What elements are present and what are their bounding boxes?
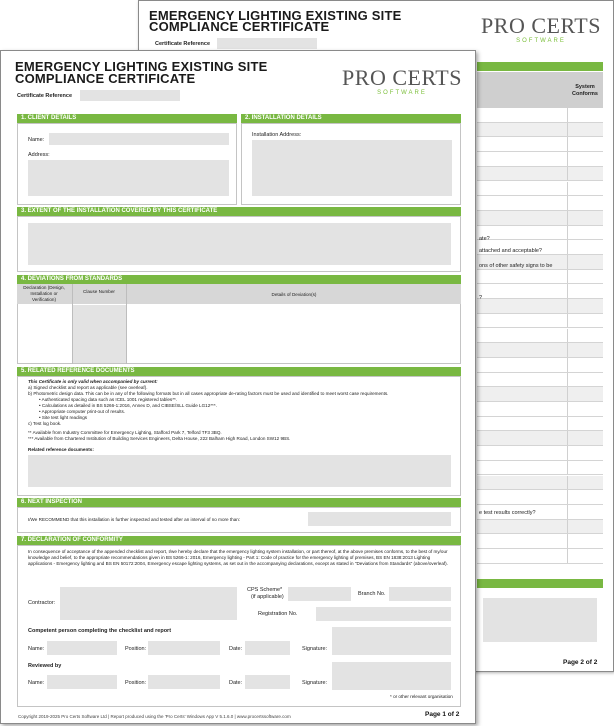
installation-address-field[interactable] — [252, 140, 452, 196]
checklist-row — [477, 343, 603, 358]
system-conforms-cell[interactable] — [567, 520, 603, 534]
registration-no-field[interactable] — [316, 607, 451, 621]
branch-no-label: Branch No. — [358, 591, 386, 597]
page2-page-number: Page 2 of 2 — [563, 659, 598, 666]
reviewed-date-field[interactable] — [245, 675, 290, 689]
system-conforms-cell[interactable] — [567, 476, 603, 490]
page2-title-line2: COMPLIANCE CERTIFICATE — [149, 19, 330, 34]
deviations-col-details: Details of Deviation(s) — [271, 292, 317, 297]
page2-cert-ref-field[interactable] — [217, 38, 317, 49]
page2-fragment-1: ate? — [479, 236, 490, 242]
deviations-clause-field[interactable] — [73, 305, 126, 363]
competent-name-label: Name: — [28, 646, 45, 652]
competent-person-label: Competent person completing the checklist and report — [28, 628, 172, 634]
system-conforms-cell[interactable] — [567, 461, 603, 475]
checklist-row — [477, 549, 603, 564]
logo-sub-text: SOFTWARE — [377, 90, 427, 96]
deviations-divider-2 — [126, 284, 127, 364]
reviewed-position-label: Position: — [125, 680, 147, 686]
pro-certs-logo — [341, 67, 463, 97]
checklist-row — [477, 387, 603, 402]
page2-fragment-5: e test results correctly? — [479, 510, 536, 516]
system-conforms-cell[interactable] — [567, 299, 603, 313]
system-conforms-cell[interactable] — [567, 240, 603, 254]
page2-bottom-section-header — [477, 579, 603, 588]
branch-no-field[interactable] — [389, 587, 451, 601]
installation-address-label: Installation Address: — [252, 132, 302, 138]
refdocs-line-b: b) Photometric design data. This can be in any of the following formats but in all cases appropriate de-rating factors must be used and identified to meet worst case requirements. — [28, 391, 389, 396]
page2-fragment-3: ons of other safety signs to be — [479, 263, 553, 269]
section-declaration-header: 7. DECLARATION OF CONFORMITY — [17, 536, 461, 545]
system-conforms-header-2: Conforms — [572, 91, 598, 97]
system-conforms-cell[interactable] — [567, 534, 603, 548]
refdocs-bullet-4: • Site test light readings — [39, 415, 88, 420]
page2-title-line1: EMERGENCY LIGHTING EXISTING SITE — [149, 8, 402, 23]
system-conforms-cell[interactable] — [567, 387, 603, 401]
refdocs-note-2: *** Available from Chartered Institution of Building Services Engineers, Delta House, 222 Balham High Road, London SW12 9BS. — [28, 436, 291, 441]
page2-fragment-4: ? — [479, 295, 483, 301]
checklist-row — [477, 446, 603, 461]
section-next-inspection-header: 6. NEXT INSPECTION — [17, 498, 461, 507]
checklist-row — [477, 534, 603, 549]
system-conforms-cell[interactable] — [567, 167, 603, 181]
section-reference-docs-header: 5. RELATED REFERENCE DOCUMENTS — [17, 367, 461, 376]
refdocs-line-a: a) Signed checklist and report as applicable (see overleaf). — [28, 385, 148, 390]
system-conforms-cell[interactable] — [567, 196, 603, 210]
checklist-row — [477, 211, 603, 226]
system-conforms-cell[interactable] — [567, 373, 603, 387]
system-conforms-cell[interactable] — [567, 137, 603, 151]
extent-field[interactable] — [28, 223, 451, 265]
system-conforms-cell[interactable] — [567, 358, 603, 372]
deviations-col-declaration: Declaration (Design, Installation or Verification) — [23, 285, 65, 303]
refdocs-line-c: c) Test log book. — [28, 421, 62, 426]
cert-ref-field[interactable] — [80, 90, 180, 101]
logo-main-text: PRO CERTS — [481, 13, 601, 38]
checklist-row — [477, 196, 603, 211]
system-conforms-cell[interactable] — [567, 108, 603, 122]
page2-checklist-rows — [477, 108, 603, 578]
system-conforms-cell[interactable] — [567, 446, 603, 460]
system-conforms-cell[interactable] — [567, 284, 603, 298]
cps-scheme-field[interactable] — [288, 587, 351, 601]
pro-certs-logo — [481, 15, 601, 45]
declaration-footnote: * or other relevant organisation — [390, 694, 453, 699]
next-inspection-interval-field[interactable] — [308, 512, 451, 526]
footer-copyright: Copyright 2019-2025 Pro Certs Software Ltd | Report produced using the 'Pro Certs' Windows App V 5.1.6.0 | www.procertssoftware.com — [18, 714, 291, 719]
page2-comments-field[interactable] — [483, 598, 597, 642]
section-extent-header: 3. EXTENT OF THE INSTALLATION COVERED BY THIS CERTIFICATE — [17, 207, 461, 216]
logo-main-text: PRO CERTS — [342, 65, 462, 90]
system-conforms-cell[interactable] — [567, 182, 603, 196]
checklist-row — [477, 476, 603, 491]
system-conforms-cell[interactable] — [567, 270, 603, 284]
cert-ref-label: Certificate Reference — [17, 93, 73, 99]
checklist-row — [477, 270, 603, 285]
competent-date-label: Date: — [229, 646, 243, 652]
competent-date-field[interactable] — [245, 641, 290, 655]
checklist-row — [477, 417, 603, 432]
registration-no-label: Registration No. — [258, 611, 298, 617]
page-number: Page 1 of 2 — [425, 711, 460, 718]
checklist-row — [477, 123, 603, 138]
checklist-row — [477, 329, 603, 344]
related-docs-label: Related reference documents: — [28, 447, 94, 452]
refdocs-bullet-3: • Appropriate computer print-out of results. — [39, 409, 126, 414]
system-conforms-header-1: System — [575, 84, 595, 90]
checklist-row — [477, 461, 603, 476]
checklist-row — [477, 284, 603, 299]
contractor-label: Contractor: — [28, 600, 56, 606]
system-conforms-cell[interactable] — [567, 226, 603, 240]
competent-signature-label: Signature: — [302, 646, 328, 652]
checklist-row — [477, 373, 603, 388]
checklist-row — [477, 226, 603, 241]
client-name-label: Name: — [28, 137, 45, 143]
section-installation-details-header: 2. INSTALLATION DETAILS — [241, 114, 461, 123]
competent-position-label: Position: — [125, 646, 147, 652]
checklist-row — [477, 314, 603, 329]
reviewed-name-label: Name: — [28, 680, 45, 686]
system-conforms-cell[interactable] — [567, 329, 603, 343]
refdocs-intro: This Certificate is only valid when accompanied by current: — [28, 379, 158, 384]
checklist-row — [477, 431, 603, 446]
system-conforms-cell[interactable] — [567, 152, 603, 166]
reviewed-date-label: Date: — [229, 680, 243, 686]
page-title-line2: COMPLIANCE CERTIFICATE — [15, 71, 196, 86]
checklist-row — [477, 402, 603, 417]
system-conforms-cell[interactable] — [567, 343, 603, 357]
certificate-page-1 — [0, 50, 476, 724]
competent-position-field[interactable] — [148, 641, 220, 655]
system-conforms-cell[interactable] — [567, 255, 603, 269]
page-title-line1: EMERGENCY LIGHTING EXISTING SITE — [15, 59, 268, 74]
client-address-label: Address: — [28, 152, 50, 158]
checklist-row — [477, 299, 603, 314]
checklist-row — [477, 167, 603, 182]
system-conforms-cell[interactable] — [567, 314, 603, 328]
client-address-field[interactable] — [28, 160, 229, 196]
cps-scheme-label: CPS Scheme* — [247, 587, 283, 593]
page2-cert-ref-label: Certificate Reference — [155, 41, 211, 47]
reviewed-position-field[interactable] — [148, 675, 220, 689]
system-conforms-cell[interactable] — [567, 123, 603, 137]
reviewed-name-field[interactable] — [47, 675, 117, 689]
deviations-col-clause: Clause Number — [83, 289, 115, 294]
contractor-field[interactable] — [60, 587, 237, 620]
system-conforms-cell[interactable] — [567, 417, 603, 431]
competent-signature-field[interactable] — [332, 627, 451, 655]
client-name-field[interactable] — [49, 133, 229, 145]
system-conforms-cell[interactable] — [567, 211, 603, 225]
next-inspection-text: I/We RECOMMEND that this installation is further inspected and tested after an interval of no more than: — [28, 517, 241, 522]
checklist-row — [477, 490, 603, 505]
reviewed-by-label: Reviewed by — [28, 663, 62, 669]
refdocs-note-1: ** Available from Industry Committee for Emergency Lighting, Stafford Park 7, Telford TF3 3BQ. — [28, 430, 222, 435]
system-conforms-cell[interactable] — [567, 505, 603, 519]
system-conforms-cell[interactable] — [567, 431, 603, 445]
system-conforms-cell[interactable] — [567, 402, 603, 416]
cps-scheme-sublabel: (if applicable) — [251, 594, 284, 600]
logo-sub-text: SOFTWARE — [516, 38, 566, 44]
checklist-row — [477, 358, 603, 373]
system-conforms-cell[interactable] — [567, 549, 603, 563]
competent-name-field[interactable] — [47, 641, 117, 655]
reviewed-signature-field[interactable] — [332, 662, 451, 690]
system-conforms-cell[interactable] — [567, 490, 603, 504]
section-client-details-header: 1. CLIENT DETAILS — [17, 114, 237, 123]
refdocs-bullet-2: • Calculations as detailed in BS 5266-1:2016, Annex D, and CIBSE/SLL Guide LG12***. — [39, 403, 217, 408]
checklist-row — [477, 520, 603, 535]
checklist-row — [477, 182, 603, 197]
page2-fragment-2: attached and acceptable? — [479, 248, 542, 254]
refdocs-bullet-1: • Authenticated spacing data such as ICEL 1001 registered tables**. — [39, 397, 178, 402]
checklist-row — [477, 137, 603, 152]
checklist-row — [477, 108, 603, 123]
section-deviations-header: 4. DEVIATIONS FROM STANDARDS — [17, 275, 461, 284]
checklist-row — [477, 152, 603, 167]
related-docs-field[interactable] — [28, 455, 451, 487]
reviewed-signature-label: Signature: — [302, 680, 328, 686]
page2-section-header-bar — [477, 62, 603, 71]
declaration-text: In consequence of acceptance of the appended checklist and report, I/we hereby declare that the emergency lighting system installation, or part thereof, at the above premises conforms, to the best of my/our knowledge and belief, to the appropriate recommendations given in BS 5266-1: 2016, Emergency lighting - Part 1: Code of practice for the emergency lighting of premises, BS EN 1838:2013 Lighting applications - Emergency lighting and BS EN 50172:2004, Emergency escape lighting systems, as set out in the accompanying declarations, except as stated in "Deviations from Standards" (above/overleaf). — [28, 549, 448, 567]
